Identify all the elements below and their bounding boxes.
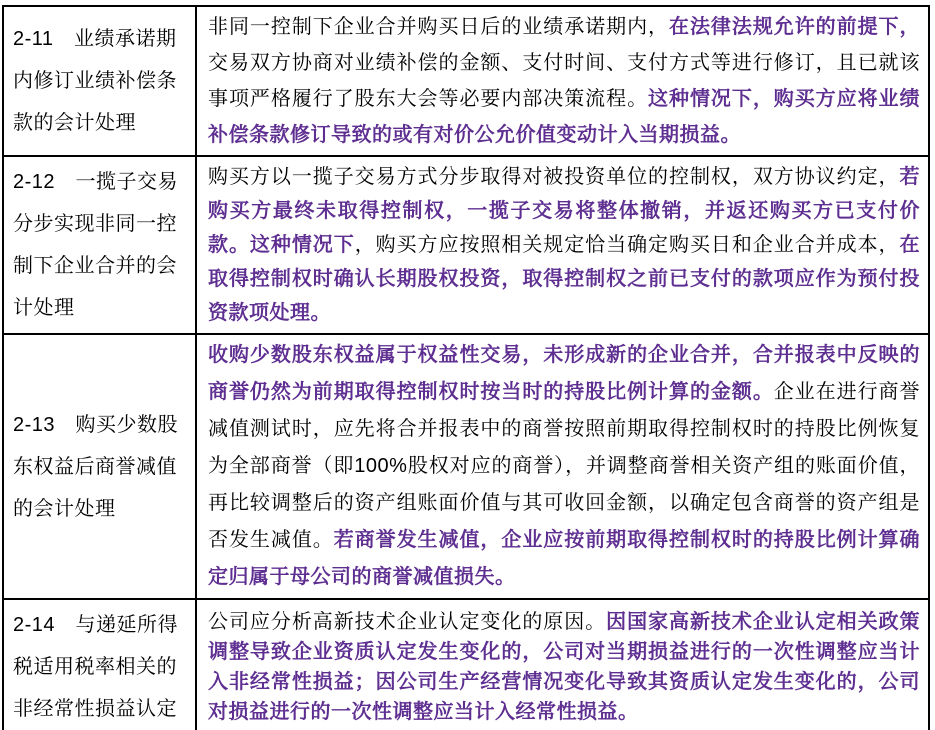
text-run: 企业在进行商誉减值测试时，应先将合并报表中的商誉按照前期取得控制权时的持股比例恢复为全部商誉（即100%股权对应的商誉），并调整商誉相关资产组的账面价值，再比较调整后的资产组账面价值与其可收回金额，以确定包含商誉的资产组是否发生减值。 <box>208 381 921 551</box>
table-body <box>3 6 929 730</box>
emphasized-text-run: 这种情况下，购买方应将业绩补偿条款修订导致的或有对价公允价值变动计入当期损益。 <box>208 88 921 146</box>
item-content-cell <box>196 334 929 599</box>
table-row <box>3 599 929 730</box>
item-content-cell <box>196 599 929 730</box>
text-run: 交易双方协商对业绩补偿的金额、支付时间、支付方式等进行修订，且已就该事项严格履行了股东大会等必要内部决策流程。 <box>208 52 920 110</box>
emphasized-text-run: 若购买方最终未取得控制权，一揽子交易将整体撤销，并返还购买方已支付价款。这种情况下 <box>208 166 920 256</box>
text-run: 非同一控制下企业合并购买日后的业绩承诺期内， <box>208 16 669 38</box>
emphasized-text-run: 因国家高新技术企业认定相关政策调整导致企业资质认定发生变化的，公司对当期损益进行的一次性调整应当计入非经常性损益；因公司生产经营情况变化导致其资质认定发生变化的，公司对损益进行的一次性调整应当计入经常性损益。 <box>208 611 921 723</box>
text-run: 购买方以一揽子交易方式分步取得对被投资单位的控制权，双方协议约定， <box>208 166 900 188</box>
text-run: 公司应分析高新技术企业认定变化的原因。 <box>208 611 607 633</box>
item-title-cell: 2-13 购买少数股东权益后商誉减值的会计处理 <box>3 334 196 599</box>
text-run: ，购买方应按照相关规定恰当确定购买日和企业合并成本， <box>354 234 900 256</box>
accounting-issues-table <box>2 5 930 730</box>
item-content-cell <box>196 6 929 156</box>
table-row <box>3 6 929 156</box>
emphasized-text-run: 收购少数股东权益属于权益性交易，未形成新的企业合并，合并报表中反映的商誉仍然为前期取得控制权时按当时的持股比例计算的金额。 <box>208 344 920 403</box>
item-title-cell: 2-11 业绩承诺期内修订业绩补偿条款的会计处理 <box>3 6 196 156</box>
item-title-cell: 2-12 一揽子交易分步实现非同一控制下企业合并的会计处理 <box>3 156 196 334</box>
table-row <box>3 334 929 599</box>
emphasized-text-run: 若商誉发生减值，企业应按前期取得控制权时的持股比例计算确定归属于母公司的商誉减值损失。 <box>208 529 921 588</box>
item-content-cell <box>196 156 929 334</box>
emphasized-text-run: 在法律法规允许的前提下， <box>669 16 920 38</box>
emphasized-text-run: 在取得控制权时确认长期股权投资，取得控制权之前已支付的款项应作为预付投资款项处理。 <box>208 234 921 324</box>
item-title-cell: 2-14 与递延所得税适用税率相关的非经常性损益认定 <box>3 599 196 730</box>
table-row <box>3 156 929 334</box>
